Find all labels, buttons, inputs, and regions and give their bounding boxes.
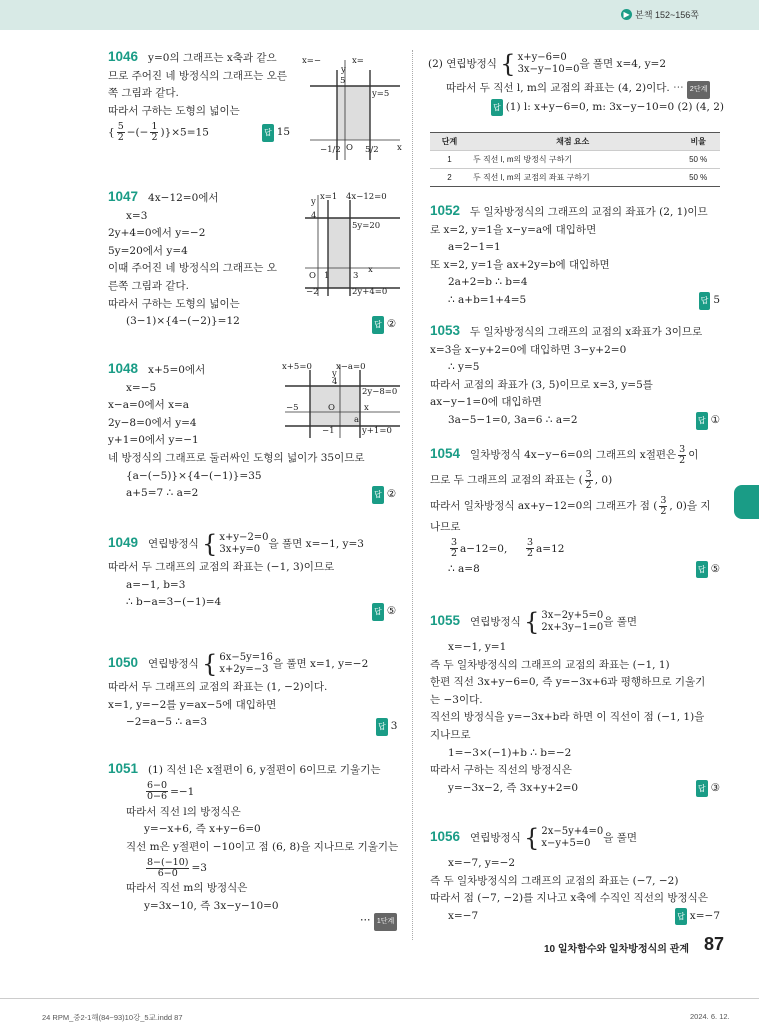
svg-text:x+5=0: x+5=0 (282, 362, 312, 372)
svg-text:3: 3 (353, 271, 359, 281)
answer-1048: 답 ② (372, 486, 396, 504)
svg-text:2y−8=0: 2y−8=0 (362, 387, 398, 397)
table-header: 단계 (430, 133, 469, 151)
table-row: 2 두 직선 l, m의 교점의 좌표 구하기 50 % (430, 169, 720, 187)
answer-icon: 답 (372, 486, 384, 504)
answer-icon: 답 (696, 561, 708, 579)
answer-icon: 답 (699, 292, 711, 310)
problem-1055: 1055 연립방정식 { 3x−2y+5=0 2x+3y−1=0 을 풀면 x=−1, y=1 즉 두 일차방정식의 그래프의 교점의 좌표는 (−1, 1) 한편 직선 3x+y−6=0, 즉 y=−3x+6과 평행하므로 기울기 는 −3이다. 직선의 방정식을 y=−3x+b라 하면 이 직선이 점 (−1, 1)을 지나므로 1=−3×(−1)+b ∴ b=−2 따라서 구하는 직선의 방정식은 y=−3x−2, 즉 3x+y+2=0 답 ③ (430, 604, 720, 797)
problem-number: 1048 (108, 361, 139, 376)
footer-rule (0, 998, 759, 999)
table-header: 채점 요소 (469, 133, 676, 151)
equation-system: { 3x−2y+5=0 2x+3y−1=0 (524, 608, 604, 636)
column-divider (412, 50, 413, 940)
problem-number: 1053 (430, 323, 461, 338)
label: 5 (340, 76, 346, 86)
problem-number: 1052 (430, 203, 461, 218)
svg-text:2y+4=0: 2y+4=0 (352, 287, 388, 297)
area-expression: { $\frac{5}{2}$ −(− $\frac{1}{2}$ )}×5=15 (108, 121, 209, 144)
arrow-icon: ▶ (621, 9, 632, 20)
svg-text:−1: −1 (322, 426, 335, 436)
label: x= (352, 56, 364, 66)
svg-text:1: 1 (324, 271, 330, 281)
problem-1051: 1051 (1) 직선 l은 x절편이 6, y절편이 6이므로 기울기는 $\frac{6-0}{0-6}$ =−1 따라서 직선 l의 방정식은 y=−x+6, 즉 x+y−6=0 직선 m은 y절편이 −10이고 점 (6, 8)을 지나므로 기울기는 $\frac{8-(-10)}{6-0}$ =3 따라서 직선 m의 방정식은 y=3x−10, 즉 3x−y−10=0 (108, 761, 399, 912)
problem-1050: 1050 연립방정식 { 6x−5y=16 x+2y=−3 을 풀면 x=1, y=−2 따라서 두 그래프의 교점의 좌표는 (1, −2)이다. x=1, y=−2를 y=ax−5에 대입하면 −2=a−5 ∴ a=3 (108, 650, 369, 729)
problem-number: 1050 (108, 655, 139, 670)
label: y (341, 65, 346, 75)
answer-1053: 답 ① (696, 412, 720, 430)
svg-text:y+1=0: y+1=0 (362, 426, 392, 436)
svg-text:−2: −2 (306, 287, 319, 297)
problem-1046: 1046 y=0의 그래프는 x축과 같으 므로 주어진 네 방정식의 그래프는 오른 쪽 그림과 같다. 따라서 구하는 도형의 넓이는 { $\frac{5}{2}$ −(− $\frac{1}{2}$ )}×5=15 (108, 48, 298, 143)
svg-text:4: 4 (332, 377, 338, 387)
answer-icon: 답 (376, 718, 388, 736)
problem-1052: 1052 두 일차방정식의 그래프의 교점의 좌표가 (2, 1)이므 로 x=2, y=1을 x−y=a에 대입하면 a=2−1=1 또 x=2, y=1을 ax+2y=b에 대입하면 2a+2=b ∴ b=4 ∴ a+b=1+4=5 답 5 (430, 202, 720, 310)
answer-1049: 답 ⑤ (372, 603, 396, 621)
problem-1053: 1053 두 일차방정식의 그래프의 교점의 x좌표가 3이므로 x=3을 x−y+2=0에 대입하면 3−y+2=0 ∴ y=5 따라서 교점의 좌표가 (3, 5)이므로 x=3, y=5를 ax−y−1=0에 대입하면 3a−5−1=0, 3a=6 ∴ a=2 답 ① (430, 322, 720, 430)
label: 5/2 (365, 145, 379, 155)
answer-icon: 답 (491, 99, 503, 117)
answer-1054: 답 ⑤ (696, 561, 720, 579)
label: x=− (302, 56, 322, 66)
scoring-table (430, 132, 720, 187)
svg-text:x=1: x=1 (320, 192, 338, 202)
chapter-side-tab (734, 485, 759, 519)
problem-number: 1051 (108, 761, 139, 776)
answer-icon: 답 (675, 908, 687, 926)
svg-text:a: a (354, 415, 360, 425)
page-number: 87 (704, 934, 725, 954)
reference-label: ▶ 본책 152~156쪽 (621, 8, 699, 21)
svg-text:y: y (311, 197, 316, 207)
equation-system: { 2x−5y+4=0 x−y+5=0 (524, 824, 604, 852)
table-row: 1 두 직선 l, m의 방정식 구하기 50 % (430, 151, 720, 169)
svg-text:4: 4 (311, 211, 317, 221)
svg-text:x: x (364, 403, 369, 413)
answer-icon: 답 (696, 412, 708, 430)
graph-1048 (280, 360, 405, 440)
problem-number: 1049 (108, 535, 139, 550)
svg-text:O: O (309, 271, 316, 281)
equation-system: { x+y−6=0 3x−y−10=0 (500, 50, 580, 78)
svg-text:5y=20: 5y=20 (352, 221, 381, 231)
label: y=5 (372, 89, 390, 99)
answer-icon: 답 (372, 603, 384, 621)
svg-text:4x−12=0: 4x−12=0 (346, 192, 387, 202)
table-header: 비율 (676, 133, 720, 151)
equation-system: { x+y−2=0 3x+y=0 (202, 530, 269, 558)
answer-icon: 답 (696, 780, 708, 798)
answer-icon: 답 (262, 124, 274, 142)
problem-1054: 1054 일차방정식 4x−y−6=0의 그래프의 x절편은 $\frac{3}{2}$ 이 므로 두 그래프의 교점의 좌표는 ( $\frac{3}{2}$ , 0) 따라서 일차방정식 ax+y−12=0의 그래프가 점 ( $\frac{3}{2}$ , 0)을 지 나므로 $\frac{3}{2}$ a−12=0, $\frac{3}{2}$ a=12 ∴ a=8 답 ⑤ (430, 442, 720, 578)
problem-number: 1046 (108, 49, 139, 64)
print-date: 2024. 6. 12. (690, 1012, 730, 1021)
svg-text:y: y (332, 369, 337, 379)
problem-number: 1056 (430, 829, 461, 844)
problem-number: 1055 (430, 613, 461, 628)
chapter-title: 10 일차함수와 일차방정식의 관계 (544, 944, 690, 955)
label: O (346, 143, 353, 153)
step-marker-1: ⋯ 1단계 (360, 912, 397, 931)
label: −1/2 (320, 145, 341, 155)
graph-1047 (300, 190, 405, 300)
answer-1050: 답 3 (376, 718, 397, 736)
svg-text:O: O (328, 403, 335, 413)
file-name: 24 RPM_중2-1해(84~93)10강_5교.indd 87 (42, 1013, 183, 1022)
problem-1048: 1048 x+5=0에서 x=−5 x−a=0에서 x=a 2y−8=0에서 y=4 y+1=0에서 y=−1 네 방정식의 그래프로 둘러싸인 도형의 넓이가 35이므로 {a−(−5)}×{4−(−1)}=35 a+5=7 ∴ a=2 (108, 361, 365, 500)
problem-number: 1047 (108, 189, 139, 204)
graph-1046 (300, 48, 405, 166)
problem-1056: 1056 연립방정식 { 2x−5y+4=0 x−y+5=0 을 풀면 x=−7, y=−2 즉 두 일차방정식의 그래프의 교점의 좌표는 (−7, −2) 따라서 점 (−7, −2)를 지나고 x축에 수직인 직선의 방정식은 x=−7 답 x=−7 (430, 820, 720, 925)
svg-text:−5: −5 (286, 403, 299, 413)
answer-1046: 답 15 (262, 124, 290, 142)
answer-1052: 답 5 (699, 292, 720, 310)
svg-text:x−a=0: x−a=0 (336, 362, 366, 372)
answer-icon: 답 (372, 316, 384, 334)
answer-1047: 답 ② (372, 316, 396, 334)
problem-number: 1054 (430, 446, 461, 461)
problem-1047: 1047 4x−12=0에서 x=3 2y+4=0에서 y=−2 5y=20에서 y=4 이때 주어진 네 방정식의 그래프는 오 른쪽 그림과 같다. 따라서 구하는 도형의 넓이는 (3−1)×{4−(−2)}=12 (108, 189, 277, 328)
problem-1051-part2: (2) 연립방정식 { x+y−6=0 3x−y−10=0 을 풀면 x=4, y=2 따라서 두 직선 l, m의 교점의 좌표는 (4, 2)이다. ⋯ 2단계 답 (1) l: x+y−6=0, m: 3x−y−10=0 (2) (4, 2) (428, 48, 724, 116)
answer-1055: 답 ③ (696, 780, 720, 798)
label: x (397, 143, 402, 153)
answer-1056: 답 x=−7 (675, 908, 720, 926)
equation-system: { 6x−5y=16 x+2y=−3 (202, 650, 273, 678)
problem-1049: 1049 연립방정식 { x+y−2=0 3x+y=0 을 풀면 x=−1, y=3 따라서 두 그래프의 교점의 좌표는 (−1, 3)이므로 a=−1, b=3 ∴ b−a=3−(−1)=4 (108, 530, 364, 609)
svg-text:x: x (368, 265, 373, 275)
